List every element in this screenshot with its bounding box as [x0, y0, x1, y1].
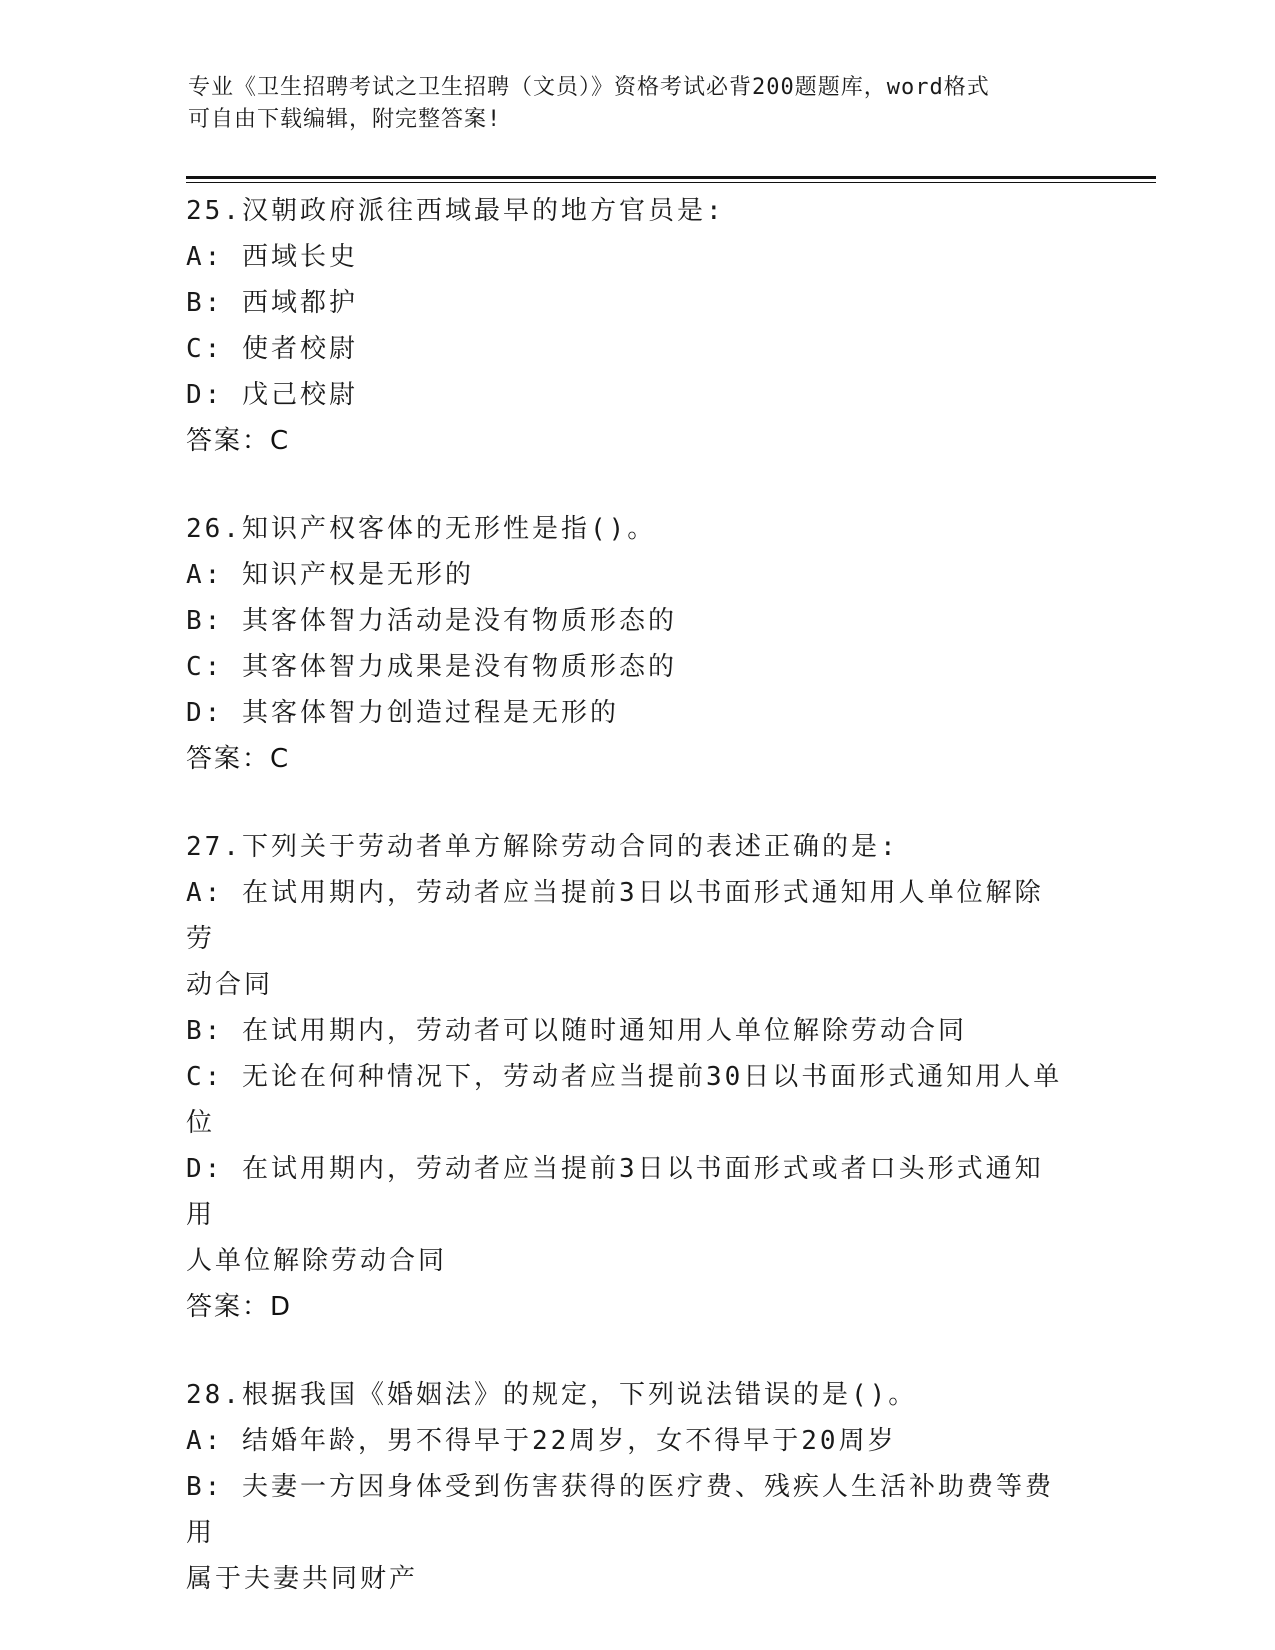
question-stem: 28.根据我国《婚姻法》的规定，下列说法错误的是()。: [186, 1380, 918, 1410]
header-line-1: 专业《卫生招聘考试之卫生招聘（文员）》资格考试必背200题题库，word格式: [188, 75, 990, 100]
option-b: B: 夫妻一方因身体受到伤害获得的医疗费、残疾人生活补助费等费用: [186, 1472, 1054, 1548]
option-d: D: 其客体智力创造过程是无形的: [186, 698, 619, 728]
question-26: [186, 506, 1066, 782]
option-b: B: 其客体智力活动是没有物质形态的: [186, 606, 677, 636]
question-stem: 25.汉朝政府派往西域最早的地方官员是:: [186, 196, 725, 226]
option-a: A: 西域长史: [186, 242, 358, 272]
option-d: D: 戊己校尉: [186, 380, 358, 410]
header-line-2: 可自由下载编辑，附完整答案!: [188, 107, 502, 132]
option-c: C: 其客体智力成果是没有物质形态的: [186, 652, 677, 682]
header-divider-thin: [186, 182, 1156, 183]
option-d-continued: 人单位解除劳动合同: [186, 1246, 448, 1276]
option-a-continued: 动合同: [186, 970, 274, 1000]
question-stem: 27.下列关于劳动者单方解除劳动合同的表述正确的是:: [186, 832, 899, 862]
answer-label: 答案：C: [186, 426, 291, 456]
option-b-continued: 属于夫妻共同财产: [186, 1564, 419, 1594]
question-27: [186, 824, 1066, 1330]
header-divider-thick: [186, 176, 1156, 179]
option-c: C: 使者校尉: [186, 334, 358, 364]
answer-label: 答案：D: [186, 1292, 293, 1322]
option-b: B: 在试用期内，劳动者可以随时通知用人单位解除劳动合同: [186, 1016, 967, 1046]
question-25: [186, 188, 1066, 464]
answer-label: 答案：C: [186, 744, 291, 774]
option-c-continued: 位: [186, 1108, 216, 1138]
document-header: [188, 72, 1068, 136]
option-c: C: 无论在何种情况下，劳动者应当提前30日以书面形式通知用人单: [186, 1062, 1063, 1092]
option-b: B: 西域都护: [186, 288, 358, 318]
option-d: D: 在试用期内，劳动者应当提前3日以书面形式或者口头形式通知用: [186, 1154, 1044, 1230]
option-a: A: 知识产权是无形的: [186, 560, 474, 590]
question-stem: 26.知识产权客体的无形性是指()。: [186, 514, 657, 544]
question-28: [186, 1372, 1066, 1602]
option-a: A: 结婚年龄，男不得早于22周岁，女不得早于20周岁: [186, 1426, 897, 1456]
question-list: [186, 188, 1066, 1644]
option-a: A: 在试用期内，劳动者应当提前3日以书面形式通知用人单位解除劳: [186, 878, 1044, 954]
